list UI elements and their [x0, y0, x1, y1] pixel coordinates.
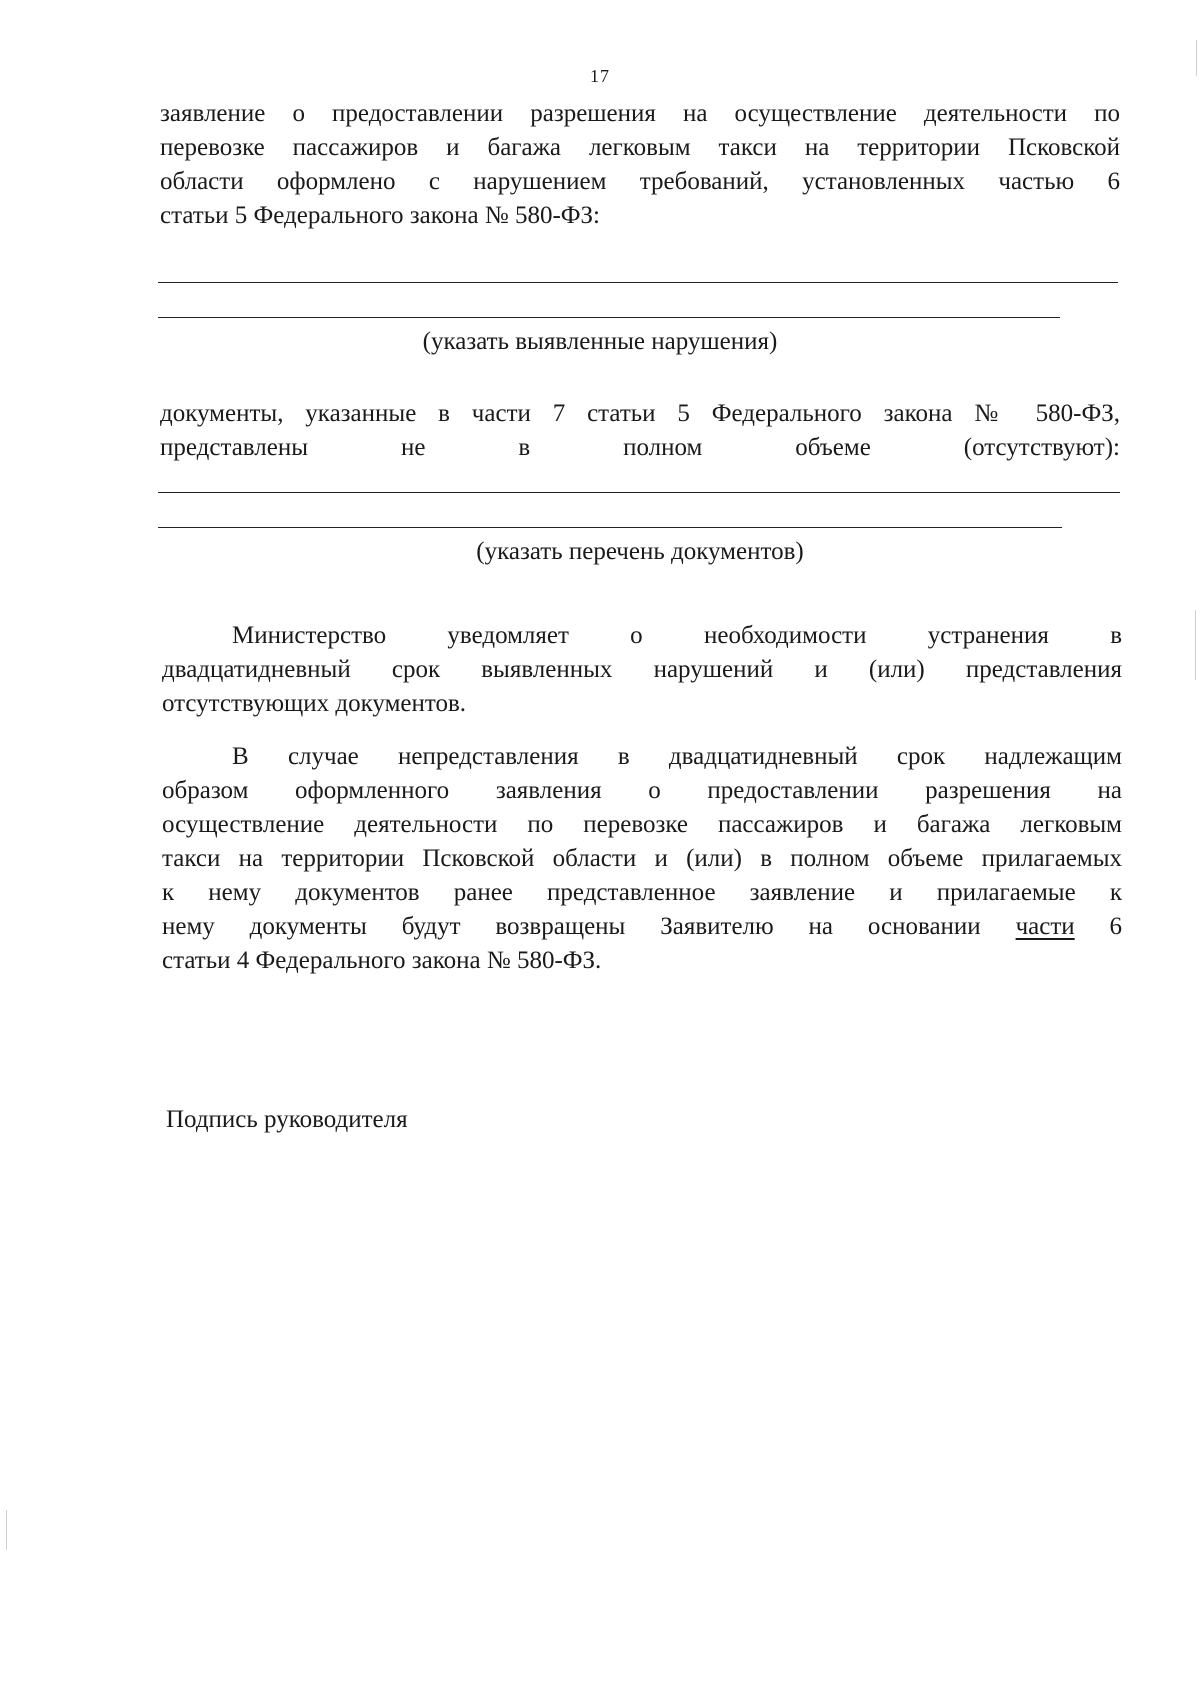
case-line-text: 6: [1074, 913, 1123, 940]
documents-line: документы, указанные в части 7 статьи 5 Федерального закона № 580-ФЗ,: [160, 400, 1120, 427]
scan-margin-mark: [1196, 40, 1197, 76]
fill-line: [158, 527, 1062, 528]
violations-caption: (указать выявленные нарушения): [422, 328, 778, 355]
intro-line: заявление о предоставлении разрешения на осуществление деятельности по: [160, 100, 1120, 127]
case-line: образом оформленного заявления о предоставлении разрешения на: [162, 777, 1122, 804]
signature-label: Подпись руководителя: [166, 1106, 408, 1133]
case-line-text: нему документы будут возвращены Заявителю на основании: [162, 913, 981, 940]
law-part-link[interactable]: части: [1015, 913, 1075, 940]
scan-margin-mark: [1195, 610, 1196, 680]
intro-line: области оформлено с нарушением требований, установленных частью 6: [160, 168, 1120, 195]
fill-line: [158, 282, 1118, 283]
documents-paragraph: [160, 397, 1120, 465]
case-line: такси на территории Псковской области и (или) в полном объеме прилагаемых: [162, 845, 1122, 872]
notify-line: Министерство уведомляет о необходимости устранения в: [232, 622, 1122, 649]
notify-paragraph: [162, 619, 1122, 721]
intro-line: статьи 5 Федерального закона № 580-ФЗ:: [160, 202, 600, 229]
documents-line: представлены не в полном объеме (отсутствуют):: [160, 434, 1120, 461]
documents-caption: (указать перечень документов): [476, 538, 804, 565]
scan-margin-mark: [6, 1510, 7, 1550]
intro-paragraph: [160, 97, 1120, 233]
fill-line: [158, 492, 1120, 493]
case-line: осуществление деятельности по перевозке пассажиров и багажа легковым: [162, 811, 1122, 838]
case-line: [162, 910, 1122, 944]
case-paragraph: [162, 740, 1122, 978]
case-line: В случае непредставления в двадцатидневный срок надлежащим: [232, 743, 1122, 770]
case-line: статьи 4 Федерального закона № 580-ФЗ.: [162, 947, 602, 974]
notify-line: отсутствующих документов.: [162, 690, 467, 717]
intro-line: перевозке пассажиров и багажа легковым такси на территории Псковской: [160, 134, 1120, 161]
case-line: к нему документов ранее представленное заявление и прилагаемые к: [162, 879, 1122, 906]
fill-line: [158, 317, 1060, 318]
notify-line: двадцатидневный срок выявленных нарушений и (или) представления: [162, 656, 1122, 683]
page-number: 17: [590, 66, 610, 86]
